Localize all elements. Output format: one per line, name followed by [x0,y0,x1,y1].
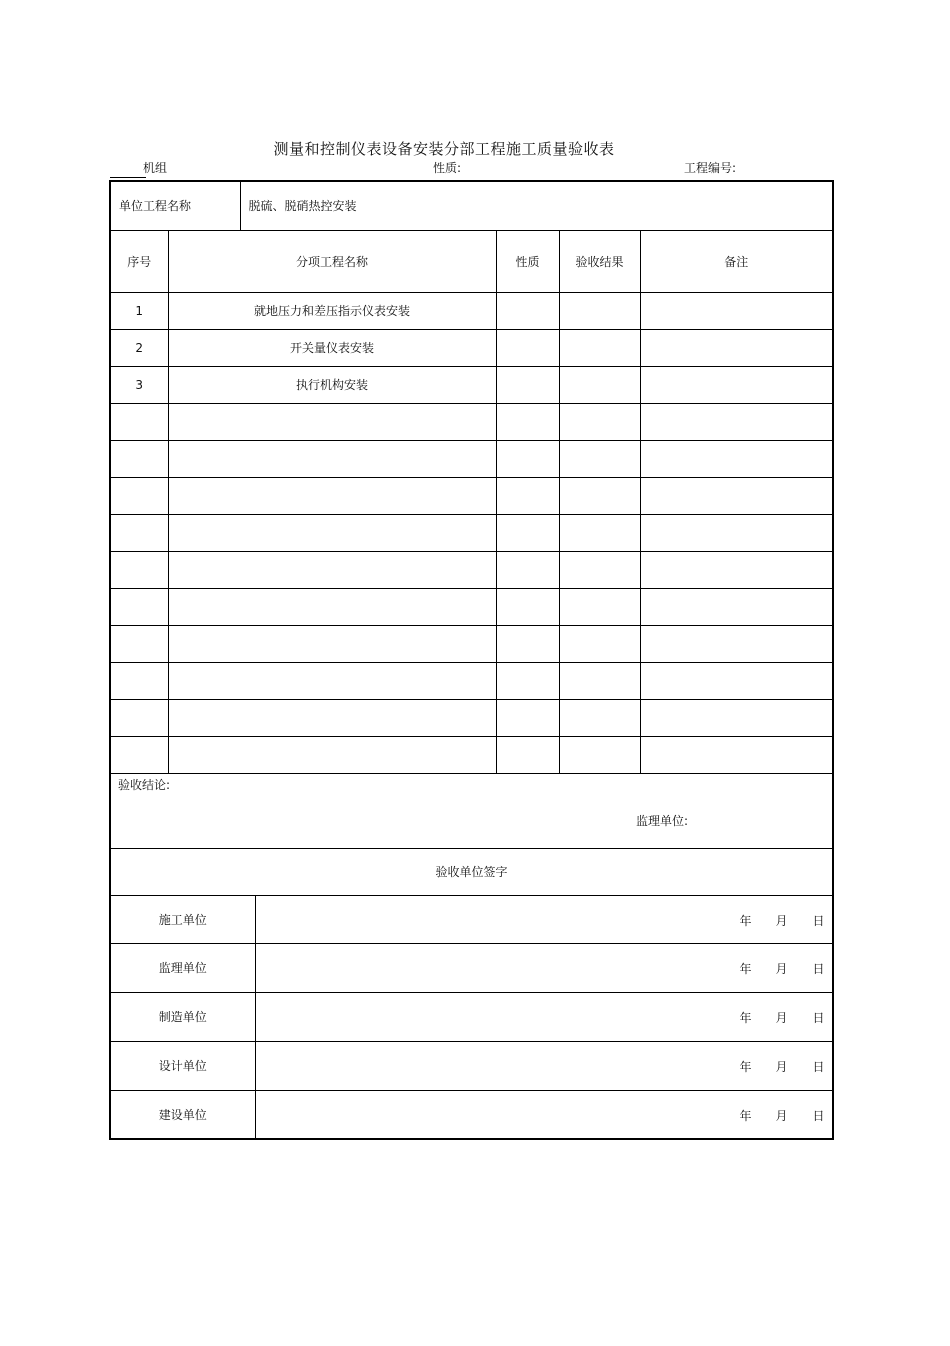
date-year-label: 年 [739,1108,752,1123]
table-row-empty [110,662,833,699]
unit-label: 机组 [143,161,168,175]
row-no: 3 [110,366,168,403]
header-remark: 备注 [640,230,833,292]
signature-unit-label: 设计单位 [110,1041,255,1090]
header-nature: 性质 [496,230,559,292]
signature-date-cell [255,943,833,992]
signature-unit-label: 制造单位 [110,992,255,1041]
header-result: 验收结果 [559,230,640,292]
table-row-empty [110,440,833,477]
row-nature [496,329,559,366]
row-remark [640,366,833,403]
signature-date-cell [255,895,833,943]
project-no-label: 工程编号: [684,161,737,175]
date-day-label: 日 [812,1060,825,1074]
acceptance-table [109,180,834,1140]
signature-date-cell [255,992,833,1041]
unit-project-row [110,181,833,230]
date-year-label: 年 [739,913,752,928]
form-title: 测量和控制仪表设备安装分部工程施工质量验收表 [273,140,615,158]
date-day-label: 日 [812,1108,825,1123]
unit-project-value: 脱硫、脱硝热控安装 [240,181,833,230]
row-result [559,366,640,403]
date-month-label: 月 [775,913,788,928]
date-year-label: 年 [739,962,752,976]
row-no: 1 [110,292,168,329]
table-row-empty [110,551,833,588]
date-month-label: 月 [775,962,788,976]
row-remark [640,292,833,329]
nature-label: 性质: [433,161,462,175]
table-row [110,292,833,329]
conclusion-label: 验收结论: [118,777,171,792]
row-no: 2 [110,329,168,366]
row-remark [640,329,833,366]
unit-project-label: 单位工程名称 [110,181,240,230]
date-year-label: 年 [739,1011,752,1025]
table-row-empty [110,403,833,440]
signature-row [110,943,833,992]
date-month-label: 月 [775,1011,788,1025]
row-name: 执行机构安装 [168,366,496,403]
table-row-empty [110,514,833,551]
row-nature [496,292,559,329]
date-year-label: 年 [739,1060,752,1074]
supervisor-label: 监理单位: [636,813,689,828]
date-day-label: 日 [812,962,825,976]
conclusion-cell [110,773,833,848]
table-row [110,329,833,366]
row-result [559,292,640,329]
signature-unit-label: 建设单位 [110,1090,255,1139]
table-row-empty [110,625,833,662]
signature-date-cell [255,1090,833,1139]
table-row-empty [110,699,833,736]
date-month-label: 月 [775,1060,788,1074]
table-row-empty [110,588,833,625]
row-name: 就地压力和差压指示仪表安装 [168,292,496,329]
row-result [559,329,640,366]
header-row [110,230,833,292]
signature-row [110,1041,833,1090]
date-month-label: 月 [775,1108,788,1123]
table-row-empty [110,736,833,773]
signature-row [110,992,833,1041]
signature-unit-label: 施工单位 [110,895,255,943]
header-no: 序号 [110,230,168,292]
signature-header-row [110,848,833,895]
signature-date-cell [255,1041,833,1090]
date-day-label: 日 [812,913,825,928]
date-day-label: 日 [812,1011,825,1025]
unit-underline [110,177,146,178]
row-nature [496,366,559,403]
signature-row [110,1090,833,1139]
conclusion-row [110,773,833,848]
signature-header: 验收单位签字 [110,848,833,895]
header-name: 分项工程名称 [168,230,496,292]
table-row [110,366,833,403]
row-name: 开关量仪表安装 [168,329,496,366]
table-row-empty [110,477,833,514]
signature-row [110,895,833,943]
signature-unit-label: 监理单位 [110,943,255,992]
